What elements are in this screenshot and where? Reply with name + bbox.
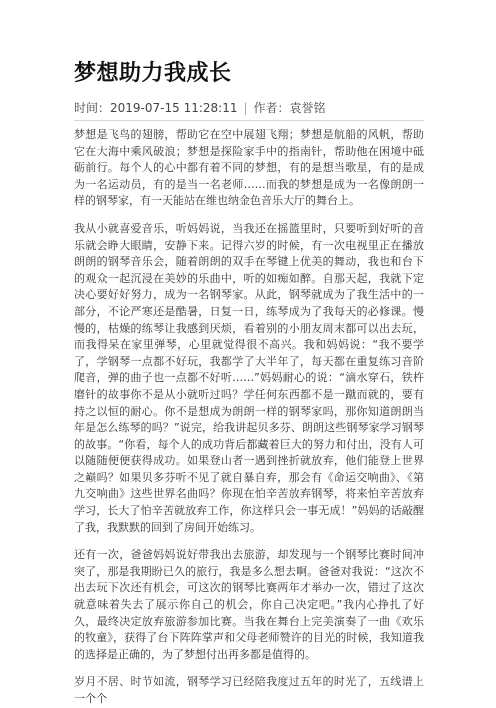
publish-time: 2019-07-15 11:28:11	[110, 101, 238, 115]
meta-divider	[74, 120, 424, 121]
article-meta	[74, 100, 424, 116]
paragraph-1: 梦想是飞鸟的翅膀，帮助它在空中展翅飞翔；梦想是航船的风帆，帮助它在大海中乘风破浪；梦想是探险家手中的指南针，帮助他在困境中砥砺前行。每个人的心中都有着不同的梦想，有的是想当歌星，有的是成为一名运动员，有的是当一名老师……而我的梦想是成为一名像朗朗一样的钢琴家，有一天能站在维也纳金色音乐大厅的舞台上。	[74, 128, 424, 208]
paragraph-3: 还有一次，爸爸妈妈说好带我出去旅游，却发现与一个钢琴比赛时间冲突了，那是我期盼已久的旅行，我是多么想去啊。爸爸对我说：“这次不出去玩下次还有机会，可这次的钢琴比赛两年才举办一次，错过了这次就意味着失去了展示你自己的机会，你自己决定吧。”我内心挣扎了好久，最终决定放弃旅游参加比赛。当我在舞台上完美演奏了一曲《欢乐的牧童》，获得了台下阵阵掌声和父母老师赞许的目光的时候，我知道我的选择是正确的，为了梦想付出再多都是值得的。	[74, 548, 424, 661]
author-label: 作者：	[253, 101, 290, 115]
time-label: 时间：	[74, 101, 111, 115]
paragraph-2: 我从小就喜爱音乐，听妈妈说，当我还在摇篮里时，只要听到好听的音乐就会睁大眼睛，安静下来。记得六岁的时候，有一次电视里正在播放朗朗的钢琴音乐会，随着朗朗的双手在琴键上优美的舞动，我也和台下的观众一起沉浸在美妙的乐曲中，听的如痴如醉。自那天起，我就下定决心要好好努力，成为一名钢琴家。从此，钢琴就成为了我生活中的一部分，不论严寒还是酷暑，日复一日，练琴成为了我每天的必修课。慢慢的，枯燥的练琴让我感到厌烦，看着别的小朋友周末都可以出去玩，而我得呆在家里弹琴，心里就觉得很不高兴。我和妈妈说：“我不要学了，学钢琴一点都不好玩，我都学了大半年了，每天都在重复练习音阶爬音，弹的曲子也一点都不好听……”妈妈耐心的说：“滴水穿石，铁杵磨针的故事你不是从小就听过吗？学任何东西都不是一蹴而就的，要有持之以恒的耐心。你不是想成为朗朗一样的钢琴家吗，那你知道朗朗当年是怎么练琴的吗？”说完，给我讲起贝多芬、朗朗这些钢琴家学习钢琴的故事。“你看，每个人的成功背后都藏着巨大的努力和付出，没有人可以随随便便获得成功。如果登山者一遇到挫折就放弃，他们能登上世界之巅吗？如果贝多芬听不见了就自暴自弃，那会有《命运交响曲》、《第九交响曲》这些世界名曲吗？你现在怕辛苦放弃钢琴，将来怕辛苦放弃学习，长大了怕辛苦就放弃工作，你这样只会一事无成！”妈妈的话敲醒了我，我默默的回到了房间开始练习。	[74, 221, 424, 534]
meta-separator: |	[243, 101, 248, 115]
article-title: 梦想助力我成长	[74, 61, 232, 86]
article	[74, 60, 424, 708]
author-name: 袁誉铭	[289, 101, 326, 115]
paragraph-4: 岁月不居、时节如流，钢琴学习已经陪我度过五年的时光了，五线谱上一个个	[74, 675, 424, 705]
